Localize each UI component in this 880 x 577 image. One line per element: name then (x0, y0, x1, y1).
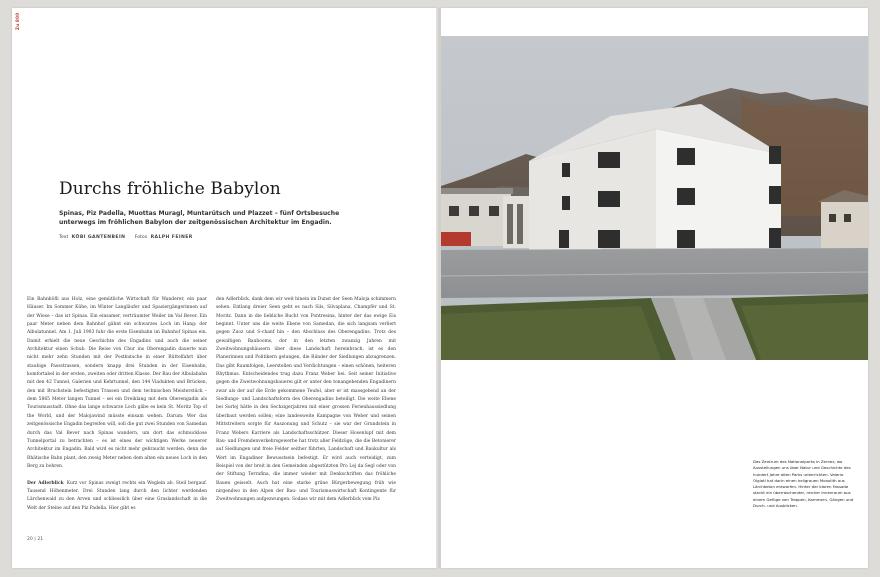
photo-credit-label: Fotos (134, 235, 148, 240)
building-photo (441, 36, 868, 360)
run-in-heading: Der Adlerblick (27, 480, 64, 486)
body-paragraph (27, 480, 207, 513)
section-mark: Zu 800 (15, 12, 20, 30)
text-credit-label: Text (59, 235, 69, 240)
text-credit-author: KÖBI GANTENBEIN (71, 235, 126, 240)
body-column-2 (216, 296, 396, 505)
photo-credit-author: RALPH FEINER (150, 235, 193, 240)
building-photo-illustration (441, 36, 868, 360)
body-paragraph: den Adlerblick, dank dem wir weit hinein im Dunst der Seen Maloja schimmern sehen. Entlang dreier Seen geht es nach Sils, Silvaplana, Champfèr und St. Moritz. Dann in die liebliche Bucht von Pontresina, hinter der das ewige Eis beginnt. Unter uns die weite Ebene von Samedan, die sich langsam verliert gegen Zuoz und S-chanf hin – den Abschluss des Oberengadins. Trotz des gewaltigen Baubooms, der in den letzten zwanzig Jahren mit Zweitwohnungshäusern über diese Landschaft hereinbrach, ist es den Planerinnen und Politikern gelungen, die Ränder der Siedlungen abzugrenzen. Das gibt Raumfolgen, Leerstellen und Verdichtungen – einen schönen, heiteren Rhythmus. Entscheidendes trug dazu Franz Weber bei. Seit seiner Initiative gegen die Zweitwohnungsbauerei gilt er unter den tonangebenden Engadinern zwar als der auf die Erde gekommene Teufel, aber er ist massgebend an der Siedlungs- und Landschaftsform des Oberengadins beteiligt. Die weite Ebene bei Surlej hätte in den Sechzigerjahren mit einer grossen Ferienhaussiedlung überbaut werden sollen; eine landesweite Kampagne von Weber und seinen Mittstreitern sorgte für Auszonung und Schutz – sie war der Grundstein in Franz Webers Karriere als Landschaftsschützer. Dieser Hosenlupf mit dem Bau- und Fremdenverkehrsgewerbe hat trotz aller Feldzüge, die die Betonierer auf Siedlungen und freie Felder seither führten, Landschaft und Baukultur als Wert im Engadiner Bewusstsein befestigt. Er wird auch verteidigt, zum Beispiel von der breit in den Gemeinden abgestützten Pro Lej da Segl oder von der Stiftung Terrafina, die immer wieder mit Denkschriften das fröhliche Bauen geisselt. Auch hat eine starke grüne Bürgerbewegung früh wie nirgendwo in den Alpen der Bau- und Tourismuswirtschaft Kontingente für Zweitwohnungen aufgezwungen. Sodass wir mit dem Adlerblick vom Piz (216, 297, 396, 503)
body-column-1 (27, 296, 207, 513)
paragraph-text: Kurz vor Spinas zweigt rechts ein Weglein ab. Steil bergauf. Tausend Höhenmeter. Drei Stunden lang durch den lichter werdenden Lärchenwald zu den Arven und schliesslich über eine Graslandschaft in die Welt der Steine auf den Piz Padella. Hier gibt es (27, 480, 207, 511)
page-numbers: 20 | 21 (27, 537, 44, 542)
article-headline: Durchs fröhliche Babylon (59, 179, 281, 199)
article-lead: Spinas, Piz Padella, Muottas Muragl, Muntarütsch und Plazzet – fünf Ortsbesuche unterwegs im fröhlichen Babylon der zeitgenössischen Architektur im Engadin. (59, 210, 340, 227)
body-paragraph: Ein Bahnhöfli aus Holz, eine gemütliche Wirtschaft für Wanderer, ein paar Häuser. Im Sommer Kühe, im Winter Langläufer und Spaziergängerinnen auf der Wiese – das ist Spinas. Ein einsamer, verträumter Weiler im Val Bever. Ein paar Meter neben dem Bahnhof gähnt ein schwarzes Loch im Hang: der Albulatunnel. Am 1. Juli 1903 fuhr die erste Eisenbahn im Bahnhof Spinas ein. Damit erhielt die neue Geschichte des Engadins und auch die seiner Architektur einen Schub. Die Reise von Chur ins Oberengadin dauerte nun nicht mehr zehn Stunden mit der Postkutsche in einer Rüttelfahrt über staubige Passstrassen, sondern knapp drei Stunden in der Eisenbahn, komfortabel in der ersten, zweiten oder dritten Klasse. Der Bau der Albulabahn mit den 42 Tunnel, Galerien und Kehrtunnel, den 144 Viadukten und Brücken, den mit Bruchstein befestigten Trassen und dem technischen Meisterstück – dem 5865 Meter langen Tunnel – sei ein Dreiklang mit dem Oberengadin als Tourismusstadt. Ohne das lange schwarze Loch gäbe es kein St. Moritz Top of the World, und der Malojawind müsste einsam wehen. Darum: Wer das zeitgenössische Engadin begreifen will, soll die gut zwei Stunden von Samedan durch das Val Bever nach Spinas wandern, um dort das schmucklose Tunnelportal zu betrachten – es ist eines der wichtigen Werke neuerer Architektur im Engadin. Bald wird es nicht mehr gebraucht werden, denn die Rhätische Bahn plant, den zweig Meter neben dem alten ein neues Loch in den Berg zu bohren. (27, 297, 207, 469)
article-credits (59, 235, 201, 240)
photo-caption: Das Zentrum des Nationalparks in Zernez, wo Ausstellungen uns über Natur und Geschichte des hundert Jahre alten Parks unterrichten. Valerio Olgiati hat darin einen hellgrauen Monolith aus Lärchbeton entworfen. Hinter der klaren Fassade steckt ein überraschender, reicher Innenraum aus einem Gefüge von Treppen, Kammern, Gängen und Durch- und Ausblicken. (753, 459, 854, 509)
